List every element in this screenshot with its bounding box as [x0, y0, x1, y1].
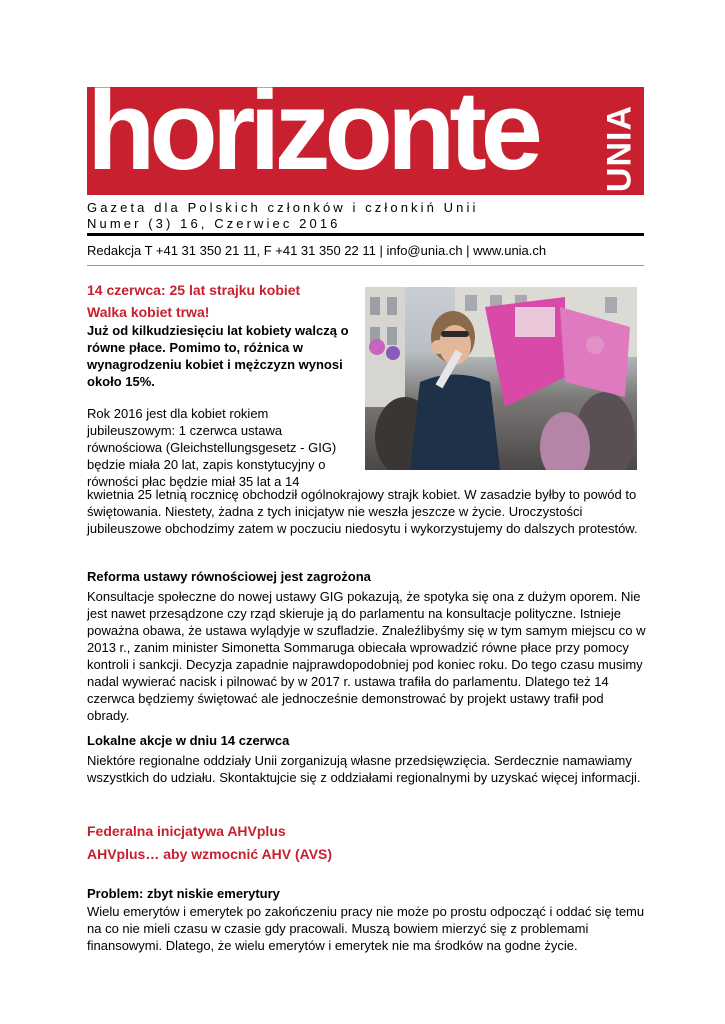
article-subheading: Walka kobiet trwa!: [87, 304, 210, 320]
section-text-reform: Konsultacje społeczne do nowej ustawy GIG pokazują, że spotyka się ona z dużym oporem. Nie jest nawet przesądzone czy rząd skieruje ją do parlamentu na konsultacje polityczne. Istnieje poważna obawa, że ustawa wylądyje w szufladzie. Znaleźlibyśmy się w tym samym miejscu co w 2013 r., zanim minister Simonetta Sommaruga obiecała wprowadzić równe płace przy pomocy kontroli i sankcji. Decyzja zapadnie najprawdopodobniej pod koniec roku. Do tego czasu musimy nadal wywierać nacisk i pilnować by w 2017 r. ustawa trafiła do parlamentu. Dlatego też 14 czerwca będziemy świętować ale jednocześnie demonstrować by projekt ustawy trafił pod obrady.: [87, 589, 646, 723]
contact-line: Redakcja T +41 31 350 21 11, F +41 31 350 22 11 | info@unia.ch | www.unia.ch: [87, 243, 547, 258]
unia-logo-text: UNIA: [600, 104, 639, 193]
article-heading: 14 czerwca: 25 lat strajku kobiet: [87, 282, 301, 298]
section-text-problem: Wielu emerytów i emerytek po zakończeniu pracy nie może po prostu odpocząć i oddać się temu na co nie mieli czasu w czasie gdy pracowali. Muszą bowiem mierzyć się z problemami finansowymi. Dlatego, że wielu emerytów i emerytek nie ma środków na godne życie.: [87, 904, 645, 953]
masthead-subtitle: Gazeta dla Polskich członków i członkiń Unii: [87, 200, 479, 215]
article-paragraph-continued: kwietnia 25 letnią rocznicę obchodził ogólnokrajowy strajk kobiet. W zasadzie byłby to powód to świętowania. Niestety, żadna z tych inicjatyw nie weszła jeszcze w życie. Uroczystości jubileuszowe obchodzimy zatem w poczuciu niedosytu i wykorzystujemy do dalszych protestów.: [87, 487, 638, 536]
masthead-banner: [87, 87, 644, 195]
masthead-title: horizonte: [87, 87, 537, 193]
article-paragraph: Rok 2016 jest dla kobiet rokiem jubileuszowym: 1 czerwca ustawa równościowa (Gleichstellungsgesetz - GIG) będzie miała 20 lat, zapis konstytucyjny o równości płac będzie miał 35 lat a 14: [87, 406, 337, 489]
section-heading-local-actions: Lokalne akcje w dniu 14 czerwca: [87, 733, 290, 748]
header-divider: [87, 233, 644, 236]
section-text-local-actions: Niektóre regionalne oddziały Unii zorganizują własne przedsięwzięcia. Serdecznie namawiamy wszystkich do udziału. Skontaktujcie się z oddziałami regionalnymi by uzyskać więcej informacji.: [87, 753, 641, 785]
article2-heading: Federalna inicjatywa AHVplus: [87, 823, 286, 839]
issue-number: Numer (3) 16, Czerwiec 2016: [87, 216, 341, 231]
article-lead: Już od kilkudziesięciu lat kobiety walczą o równe płace. Pomimo to, różnica w wynagrodzeniu kobiet i mężczyzn wynosi około 15%.: [87, 323, 349, 389]
section-heading-reform: Reforma ustawy równościowej jest zagrożona: [87, 569, 371, 584]
article2-subheading: AHVplus… aby wzmocnić AHV (AVS): [87, 846, 333, 862]
unia-logo: [600, 91, 638, 191]
protest-photo: [365, 287, 637, 470]
section-heading-problem: Problem: zbyt niskie emerytury: [87, 886, 280, 901]
contact-divider: [87, 265, 644, 266]
